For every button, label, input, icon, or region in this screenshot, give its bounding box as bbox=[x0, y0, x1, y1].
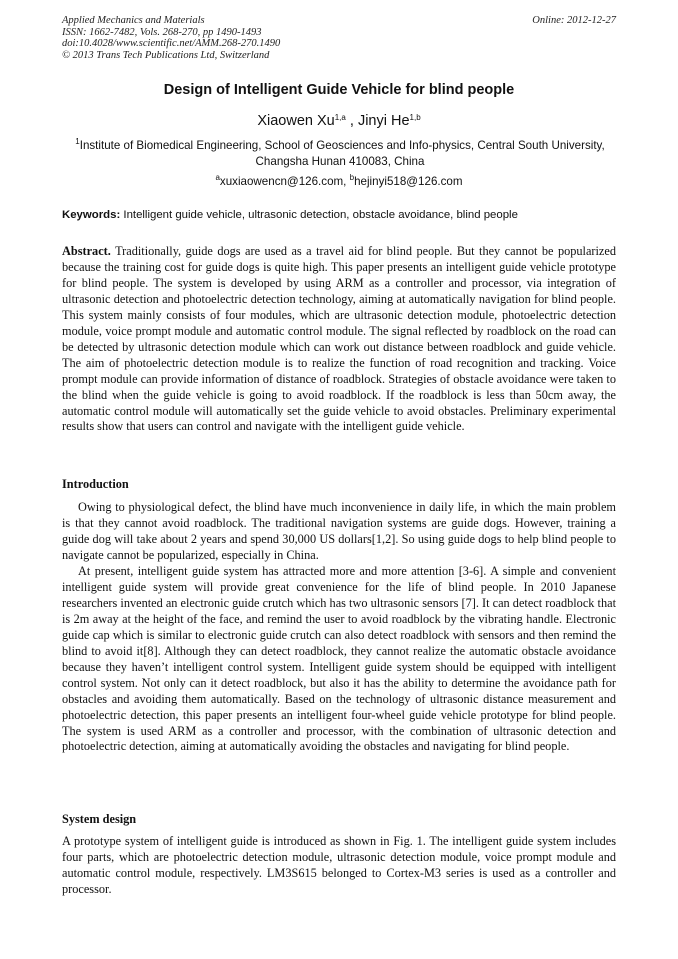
keywords-label: Keywords: bbox=[62, 209, 121, 221]
author-separator: , bbox=[345, 113, 358, 129]
copyright-line: © 2013 Trans Tech Publications Ltd, Switzerland bbox=[62, 49, 270, 61]
introduction-heading: Introduction bbox=[62, 477, 129, 491]
author-line bbox=[62, 113, 616, 129]
affiliation bbox=[70, 138, 610, 170]
email-a-superscript: a bbox=[215, 173, 220, 182]
email-line bbox=[62, 175, 616, 188]
abstract-label: Abstract. bbox=[62, 244, 111, 258]
online-date: Online: 2012-12-27 bbox=[532, 15, 616, 26]
email-b: hejinyi518@126.com bbox=[354, 175, 463, 188]
doi-line: doi:10.4028/www.scientific.net/AMM.268-270.1490 bbox=[62, 38, 281, 50]
author-1-name: Xiaowen Xu bbox=[257, 113, 335, 129]
affiliation-superscript: 1 bbox=[75, 137, 80, 146]
journal-name: Applied Mechanics and Materials bbox=[62, 15, 205, 26]
email-b-superscript: b bbox=[349, 173, 355, 182]
author-2-name: Jinyi He bbox=[357, 113, 410, 129]
keywords-text: Intelligent guide vehicle, ultrasonic detection, obstacle avoidance, blind people bbox=[123, 209, 518, 221]
author-2-superscript: 1,b bbox=[409, 113, 421, 122]
issn-line: ISSN: 1662-7482, Vols. 268-270, pp 1490-1493 bbox=[62, 26, 262, 38]
abstract-text: Traditionally, guide dogs are used as a travel aid for blind people. But they cannot be popularized because the training cost for guide dogs is quite high. This paper presents an intelligent guide vehicle prototype for blind people. The system is developed by using ARM as a controller and processor, via integration of ultrasonic detection and photoelectric detection technology, aiming at automatically navigation for blind people. This system mainly consists of four modules, which are ultrasonic detection module, photoelectric detection module, voice prompt module and automatic control module. The signal reflected by roadblock on the road can be detected by ultrasonic detection module which can work out distance between roadblock and guide vehicle. The aim of photoelectric detection module is to realize the function of road recognition and tracking. Voice prompt module can provide information of distance of roadblock. Strategies of obstacle avoidance were taken to the blind when the guide vehicle is going to avoid roadblock. If the roadblock is less than 50cm away, the automatic control module will automatically set the guide vehicle to avoid obstacles. Preliminary experimental results show that users can control and navigate with the intelligent guide vehicle. bbox=[62, 244, 616, 434]
system-design-paragraph-1: A prototype system of intelligent guide is introduced as shown in Fig. 1. The intelligent guide system includes four parts, which are photoelectric detection module, ultrasonic detection module, voice prompt module and automatic control module, respectively. LM3S615 belonged to Cortex-M3 series is used as a controller and processor. bbox=[62, 834, 616, 896]
journal-header bbox=[62, 15, 616, 61]
paper-title: Design of Intelligent Guide Vehicle for blind people bbox=[163, 82, 515, 98]
abstract bbox=[62, 244, 616, 435]
affiliation-text: Institute of Biomedical Engineering, School of Geosciences and Info-physics, Central South University, Changsha Hunan 410083, China bbox=[79, 139, 605, 168]
email-a: xuxiaowencn@126.com, bbox=[219, 175, 347, 188]
system-design-heading: System design bbox=[62, 812, 137, 826]
introduction-paragraph-2: At present, intelligent guide system has attracted more and more attention [3-6]. A simple and convenient intelligent guide system will provide great convenience for the life of blind people. In 2010 Japanese researchers invented an electronic guide crutch which has two ultrasonic sensors [7]. It can detect roadblock that is 2m away at the height of the face, and remind the user to avoid roadblock by the vibrating handle. Electronic guide cap which is similar to electronic guide crutch can also detect roadblock with sensors and then remind the blind to avoid it[8]. Although they can detect roadblock, they cannot realize the automatic obstacle avoidance because they haven’t intelligent control system. Intelligent guide system should be equipped with intelligent control system. Not only can it detect roadblock, but also it has the ability to determine the avoidance path for obstacles and avoiding them automatically. Based on the technology of ultrasonic distance measurement and photoelectric detection, this paper presents an intelligent four-wheel guide vehicle prototype for blind people. The system is used ARM as a controller and processor, with the combination of ultrasonic detection and photoelectric detection, aiming at automatically avoiding the obstacles and navigating for blind people. bbox=[62, 564, 616, 754]
keywords bbox=[62, 209, 616, 221]
author-1-superscript: 1,a bbox=[334, 113, 346, 122]
introduction-paragraph-1: Owing to physiological defect, the blind have much inconvenience in daily life, in which the main problem is that they cannot avoid roadblock. The traditional navigation systems are guide dogs. However, training a guide dog will take about 2 years and spend 30,000 US dollars[1,2]. So using guide dogs to help blind people to navigate cannot be popularized, especially in China. bbox=[62, 500, 616, 562]
